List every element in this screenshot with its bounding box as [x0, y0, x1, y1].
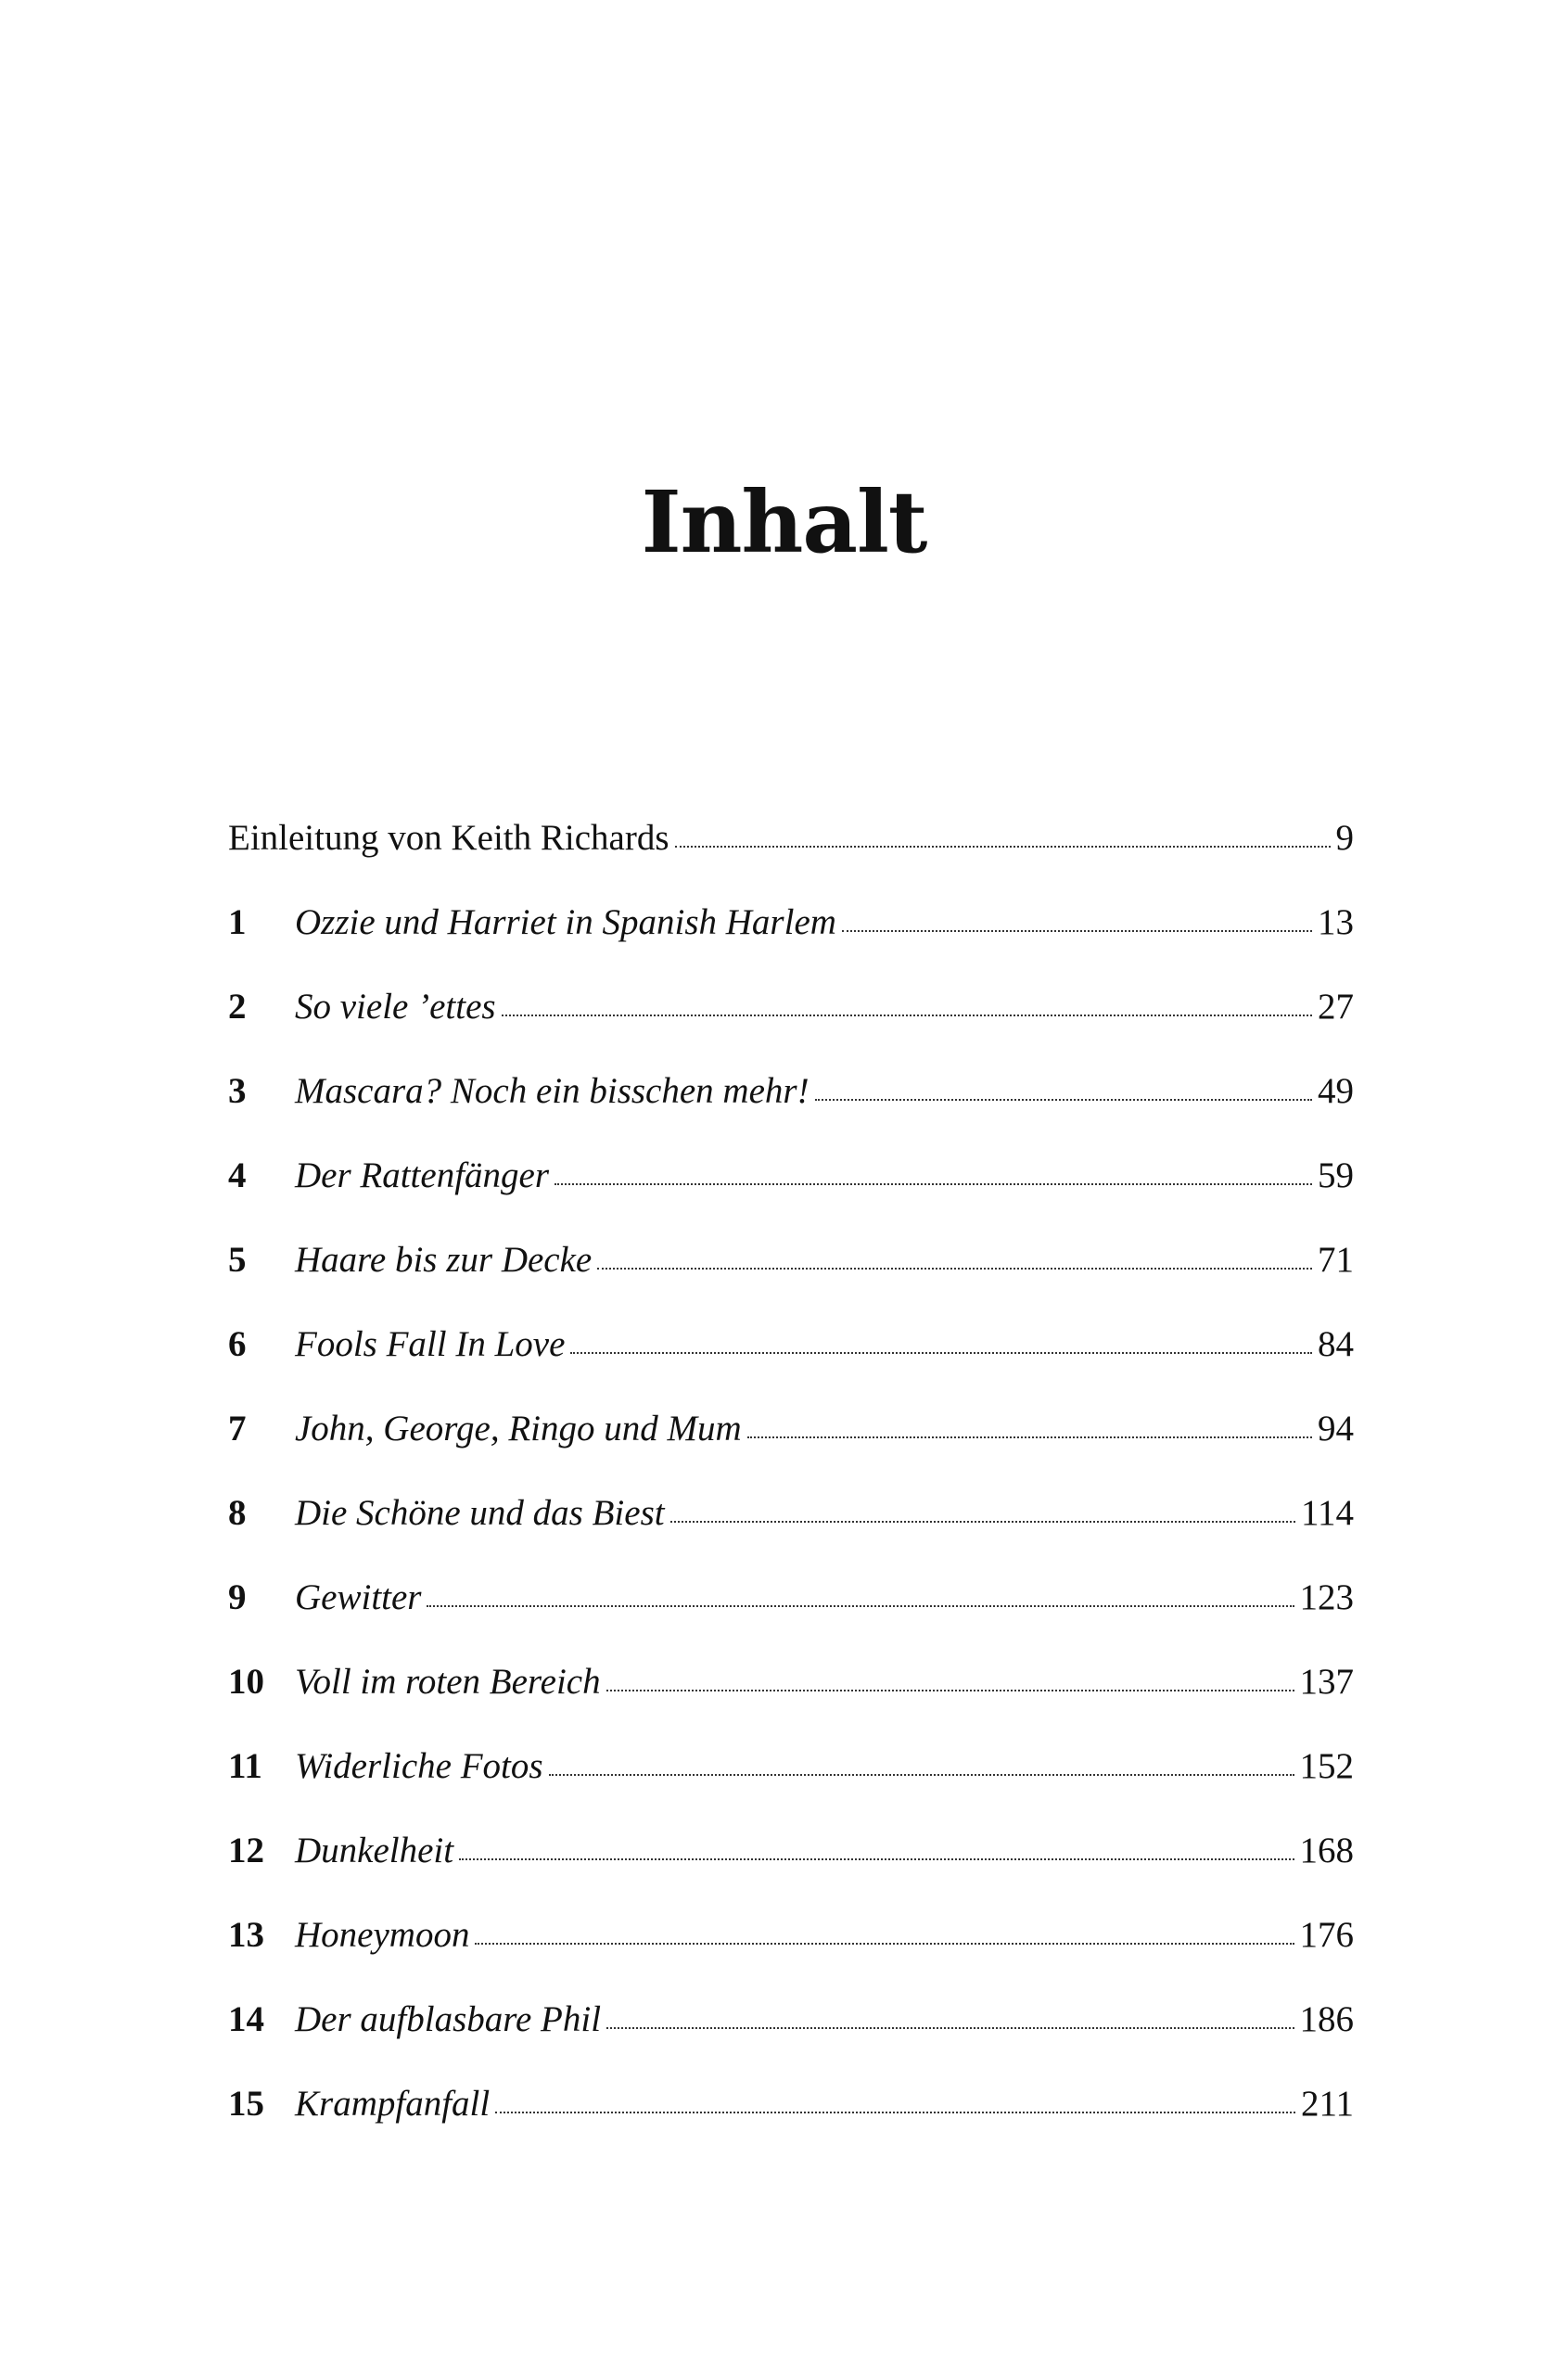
toc-entry [228, 896, 1354, 980]
dot-leader [606, 1689, 1294, 1691]
toc-entry-page-number: 84 [1318, 1324, 1354, 1364]
toc-entry [228, 980, 1354, 1065]
toc-entry-title: Widerliche Fotos [295, 1746, 543, 1786]
toc-entry [228, 1233, 1354, 1318]
chapter-number: 4 [228, 1155, 247, 1195]
toc-entry-page-number: 123 [1299, 1577, 1354, 1617]
toc-entry-page-number: 71 [1318, 1240, 1354, 1280]
toc-entry [228, 1065, 1354, 1149]
toc-entry-title: Einleitung von Keith Richards [228, 818, 669, 858]
dot-leader [606, 2026, 1294, 2029]
toc-entry-page-number: 9 [1335, 818, 1354, 858]
dot-leader [459, 1857, 1294, 1860]
chapter-number: 15 [228, 2084, 264, 2124]
toc-entry [228, 1571, 1354, 1655]
toc-entry-title: John, George, Ringo und Mum [295, 1409, 742, 1449]
dot-leader [597, 1267, 1312, 1270]
toc-entry [228, 1655, 1354, 1740]
toc-entry-title: Honeymoon [295, 1915, 470, 1955]
table-of-contents [228, 811, 1354, 2162]
toc-entry-page-number: 13 [1318, 902, 1354, 942]
toc-entry-title: So viele ’ettes [295, 987, 496, 1027]
chapter-number: 9 [228, 1577, 247, 1617]
toc-entry-title: Der aufblasbare Phil [295, 1999, 602, 2039]
toc-entry-title: Ozzie und Harriet in Spanish Harlem [295, 902, 836, 942]
toc-entry-title: Dunkelheit [295, 1831, 454, 1870]
toc-entry-title: Die Schöne und das Biest [295, 1493, 665, 1533]
toc-entry [228, 1402, 1354, 1487]
toc-entry [228, 1908, 1354, 1993]
chapter-number: 5 [228, 1240, 247, 1280]
toc-entry [228, 1740, 1354, 1824]
chapter-number: 7 [228, 1409, 247, 1449]
dot-leader [570, 1351, 1312, 1354]
dot-leader [815, 1098, 1312, 1101]
dot-leader [549, 1773, 1294, 1776]
dot-leader [675, 845, 1331, 848]
toc-entry-page-number: 94 [1318, 1409, 1354, 1449]
chapter-number: 6 [228, 1324, 247, 1364]
toc-entry-page-number: 137 [1299, 1662, 1354, 1702]
chapter-number: 8 [228, 1493, 247, 1533]
dot-leader [842, 929, 1312, 932]
toc-entry-page-number: 49 [1318, 1071, 1354, 1111]
dot-leader [475, 1942, 1294, 1945]
chapter-number: 13 [228, 1915, 264, 1955]
toc-entry [228, 1318, 1354, 1402]
toc-entry-title: Mascara? Noch ein bisschen mehr! [295, 1071, 809, 1111]
toc-entry-page-number: 114 [1300, 1493, 1354, 1533]
toc-entry-page-number: 59 [1318, 1155, 1354, 1195]
toc-entry [228, 1487, 1354, 1571]
chapter-number: 3 [228, 1071, 247, 1111]
dot-leader [502, 1014, 1312, 1016]
chapter-number: 14 [228, 1999, 264, 2039]
chapter-number: 1 [228, 902, 247, 942]
dot-leader [747, 1436, 1312, 1438]
toc-entry-page-number: 186 [1299, 1999, 1354, 2039]
dot-leader [670, 1520, 1295, 1523]
toc-entry-title: Der Rattenfänger [295, 1155, 550, 1195]
dot-leader [495, 2111, 1295, 2113]
dot-leader [427, 1604, 1294, 1607]
chapter-number: 12 [228, 1831, 264, 1870]
chapter-number: 10 [228, 1662, 264, 1702]
toc-entry-title: Haare bis zur Decke [295, 1240, 593, 1280]
toc-entry [228, 1149, 1354, 1233]
toc-entry-title: Fools Fall In Love [295, 1324, 566, 1364]
toc-entry-title: Gewitter [295, 1577, 422, 1617]
toc-entry-page-number: 211 [1300, 2084, 1354, 2124]
toc-entry-introduction [228, 811, 1354, 896]
toc-entry [228, 1824, 1354, 1908]
chapter-number: 2 [228, 987, 247, 1027]
toc-entry-page-number: 176 [1299, 1915, 1354, 1955]
toc-entry-page-number: 152 [1299, 1746, 1354, 1786]
toc-entry-title: Voll im roten Bereich [295, 1662, 601, 1702]
toc-entry-title: Krampfanfall [295, 2084, 491, 2124]
dot-leader [555, 1182, 1312, 1185]
toc-entry-page-number: 27 [1318, 987, 1354, 1027]
toc-entry-page-number: 168 [1299, 1831, 1354, 1870]
toc-entry [228, 1993, 1354, 2077]
chapter-number: 11 [228, 1746, 262, 1786]
toc-entry [228, 2077, 1354, 2162]
page-title: Inhalt [641, 471, 927, 572]
